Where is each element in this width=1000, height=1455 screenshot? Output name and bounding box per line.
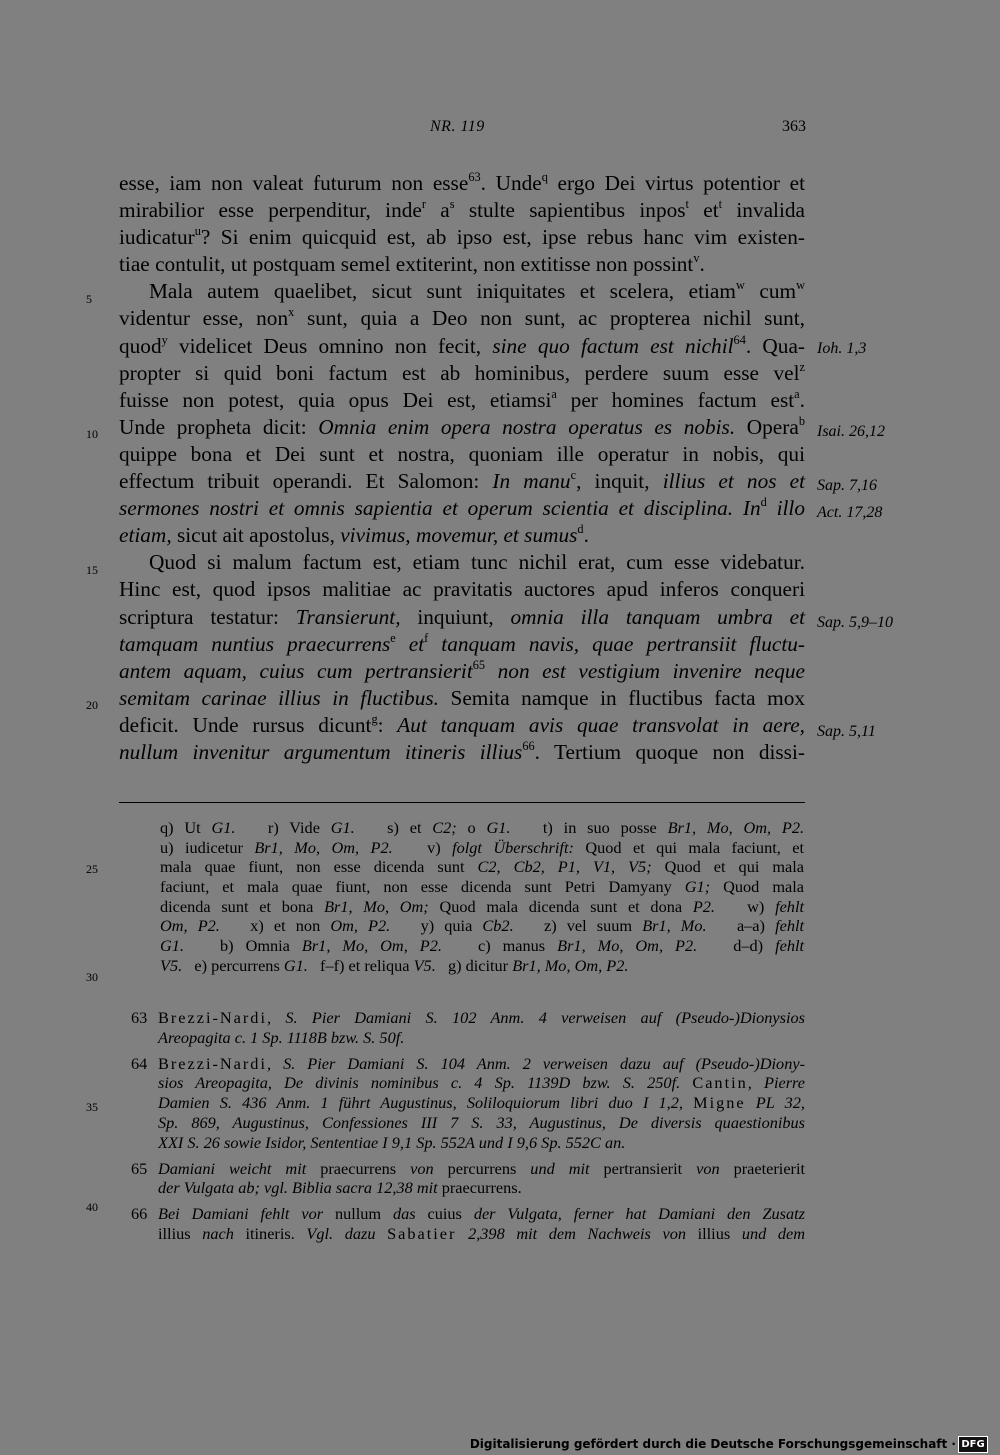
note-marker: e xyxy=(390,630,396,645)
commentary-line: Sp. 869, Augustinus, Confessiones III 7 S. 33, Augustinus, De diversis quaestionibus xyxy=(158,1112,805,1132)
note-marker: y xyxy=(161,332,168,347)
line-number: 10 xyxy=(86,427,98,441)
commentary-number: 63 xyxy=(131,1008,148,1027)
text-line: quod$^y$ videlicet Deus omnino non fecit, sine quo factum est nichil$^{64}$. Qua- xyxy=(119,332,805,358)
commentary-number: 64 xyxy=(131,1053,148,1073)
commentary-line: Brezzi-Nardi, S. Pier Damiani S. 104 Anm. 2 verweisen dazu auf (Pseudo-)Diony- xyxy=(158,1053,805,1073)
line-number: 40 xyxy=(86,1200,98,1214)
text-line: tamquam nuntius praecurrens$^e$ $et^f$ tanquam navis, quae pertransiit fluctu- xyxy=(119,630,805,656)
line-number: 30 xyxy=(86,970,98,984)
text-line: mirabilior esse perpenditur, inde$^r$ $a^s$ stulte sapientibus inpos$^t$ $et^t$ invalida xyxy=(119,196,805,223)
note-marker: c xyxy=(570,467,577,482)
note-marker: x xyxy=(288,305,295,320)
note-marker: 66 xyxy=(522,738,535,753)
page-title: NR. 119 xyxy=(430,118,485,135)
text-line: iudicatur$^u$? Si enim quicquid est, ab ipso est, ipse rebus hanc vim existen- xyxy=(119,223,805,250)
text-line: Unde propheta dicit: Omnia enim opera nostra operatus es nobis. Opera$^b$ xyxy=(119,413,805,439)
text-line: quippe bona et Dei sunt et nostra, quoniam ille operatur in nobis, qui xyxy=(119,441,805,466)
note-marker: z xyxy=(799,359,805,374)
apparatus-footnotes xyxy=(160,818,804,976)
footnote-line: faciunt, et mala quae fiunt, non esse dicenda sunt Petri Damyany G1; Quod mala xyxy=(160,877,804,897)
note-marker: t xyxy=(718,196,723,211)
text-line: etiam, sicut ait apostolus, vivimus, movemur, et sumus$^d$. xyxy=(119,521,589,548)
note-marker: 63 xyxy=(468,169,481,184)
note-marker: a xyxy=(551,386,557,401)
note-marker: 64 xyxy=(733,332,746,347)
margin-reference: Isai. 26,12 xyxy=(817,423,885,440)
commentary-line: der Vulgata ab; vgl. Biblia sacra 12,38 mit praecurrens. xyxy=(158,1178,522,1198)
commentary-line: sios Areopagita, De divinis nominibus c. 4 Sp. 1139D bzw. S. 250f. Cantin, Pierre xyxy=(158,1073,805,1093)
note-marker: b xyxy=(798,413,805,428)
line-number: 35 xyxy=(86,1100,98,1114)
text-line: scriptura testatur: Transierunt, inquiunt, omnia illa tanquam umbra et xyxy=(119,604,805,629)
text-line: videntur esse, non$^x$ sunt, quia a Deo non sunt, ac propterea nichil sunt, xyxy=(119,305,806,331)
commentary-line: Bei Damiani fehlt vor nullum das cuius der Vulgata, ferner hat Damiani den Zusatz xyxy=(158,1204,805,1224)
margin-reference: Act. 17,28 xyxy=(817,504,883,521)
note-marker: d xyxy=(577,521,584,536)
text-line: Hinc est, quod ipsos malitiae ac pravitatis auctores apud inferos conqueri xyxy=(119,577,805,602)
commentary-entry xyxy=(131,1054,805,1153)
text-line: propter si quid boni factum est ab hominibus, perdere suum esse vel$^z$ xyxy=(119,359,805,385)
commentary-number: 66 xyxy=(131,1204,148,1224)
text-line: deficit. Unde rursus dicunt$^g$: Aut tanquam avis quae transvolat in aere, xyxy=(119,711,805,737)
footnote-line: q) Ut G1. r) Vide G1. s) et C2; o G1. t) in suo posse Br1, Mo, Om, P2. xyxy=(160,818,805,837)
footnote-line: mala quae fiunt, non esse dicenda sunt C2, Cb2, P1, V1, V5; Quod et qui mala xyxy=(160,857,805,877)
note-marker: t xyxy=(685,196,689,211)
commentary-line: Brezzi-Nardi, S. Pier Damiani S. 102 Anm. 4 verweisen auf (Pseudo-)Dionysios xyxy=(158,1008,805,1027)
text-line: antem aquam, cuius cum pertransierit$^{65}$ non est vestigium invenire neque xyxy=(119,657,805,683)
page-header xyxy=(0,118,1000,142)
footnote-divider xyxy=(119,802,805,803)
commentary-entry xyxy=(131,1008,805,1048)
note-marker: a xyxy=(794,386,800,401)
note-marker: g xyxy=(371,711,378,726)
line-number: 15 xyxy=(86,563,98,577)
footnote-line: G1. b) Omnia Br1, Mo, Om, P2. c) manus Br1, Mo, Om, P2. d–d) fehlt xyxy=(160,936,805,956)
commentary-line: Damiani weicht mit praecurrens von percurrens und mit pertransierit von praeterierit xyxy=(158,1158,806,1178)
author-name: Brezzi-Nardi xyxy=(158,1053,267,1073)
margin-reference: Ioh. 1,3 xyxy=(817,340,867,357)
text-line: sermones nostri et omnis sapientia et operum scientia et disciplina. In$^d$ illo xyxy=(119,494,805,521)
author-name: Migne xyxy=(693,1093,746,1113)
main-text xyxy=(119,170,805,766)
dfg-logo: DFG xyxy=(958,1436,988,1453)
text-line: fuisse non potest, quia opus Dei est, etiamsi$^a$ per homines factum est$^a$. xyxy=(119,386,805,412)
margin-reference: Sap. 7,16 xyxy=(817,477,877,494)
line-number: 25 xyxy=(86,862,98,876)
margin-reference: Sap. 5,9–10 xyxy=(817,614,893,631)
line-number: 20 xyxy=(86,698,98,712)
note-marker: w xyxy=(796,278,805,293)
commentary-notes xyxy=(131,1008,805,1244)
text-line: effectum tribuit operandi. Et Salomon: In manu$^c$, inquit, illius et nos et xyxy=(119,467,806,494)
text-line: tiae contulit, ut postquam semel extiterint, non extitisse non possint$^v$. xyxy=(119,251,705,277)
author-name: Brezzi-Nardi xyxy=(158,1008,267,1027)
note-marker: q xyxy=(541,169,548,184)
author-name: Sabatier xyxy=(387,1223,457,1243)
commentary-line: illius nach itineris. Vgl. dazu Sabatier 2,398 mit dem Nachweis von illius und dem xyxy=(158,1223,805,1243)
commentary-line: Areopagita c. 1 Sp. 1118B bzw. S. 50f. xyxy=(158,1027,405,1047)
note-marker: 65 xyxy=(472,657,486,672)
note-marker: u xyxy=(194,223,201,238)
note-marker: s xyxy=(449,196,455,211)
text-line: Mala autem quaelibet, sicut sunt iniquitates et scelera, etiam$^w$ cum$^w$ xyxy=(149,278,805,304)
page-number: 363 xyxy=(782,118,806,135)
commentary-line: Damien S. 436 Anm. 1 führt Augustinus, Soliloquiorum libri duo I 1,2, Migne PL 32, xyxy=(158,1093,805,1113)
text-line: semitam carinae illius in fluctibus. Semita namque in fluctibus facta mox xyxy=(119,685,805,710)
commentary-entry xyxy=(131,1204,805,1244)
note-marker: w xyxy=(735,278,745,293)
text-line: Quod si malum factum est, etiam tunc nichil erat, cum esse videbatur. xyxy=(149,550,805,575)
margin-reference: Sap. 5,11 xyxy=(817,723,876,740)
footnote-line: dicenda sunt et bona Br1, Mo, Om; Quod mala dicenda sunt et dona P2. w) fehlt xyxy=(160,896,804,916)
author-name: Cantin xyxy=(692,1073,748,1093)
commentary-line: XXI S. 26 sowie Isidor, Sententiae I 9,1 Sp. 552A und I 9,6 Sp. 552C an. xyxy=(158,1132,626,1152)
footnote-line: Om, P2. x) et non Om, P2. y) quia Cb2. z) vel suum Br1, Mo. a–a) fehlt xyxy=(160,916,805,936)
note-marker: d xyxy=(760,494,767,509)
note-marker: r xyxy=(421,196,426,211)
commentary-entry xyxy=(131,1159,805,1199)
text-line: esse, iam non valeat futurum non esse$^{63}$. Unde$^q$ ergo Dei virtus potentior et xyxy=(119,169,805,195)
text-line: nullum invenitur argumentum itineris illius$^{66}$. Tertium quoque non dissi- xyxy=(119,738,805,764)
funding-credit: Digitalisierung gefördert durch die Deutsche Forschungsgemeinschaft · xyxy=(469,1437,956,1451)
commentary-number: 65 xyxy=(131,1158,148,1178)
footnote-line: V5. e) percurrens G1. f–f) et reliqua V5. g) dicitur Br1, Mo, Om, P2. xyxy=(160,955,629,975)
line-number: 5 xyxy=(86,292,92,306)
note-marker: f xyxy=(424,630,429,645)
note-marker: v xyxy=(693,251,700,266)
footnote-line: u) iudicetur Br1, Mo, Om, P2. v) folgt Überschrift: Quod et qui mala faciunt, et xyxy=(160,837,805,857)
